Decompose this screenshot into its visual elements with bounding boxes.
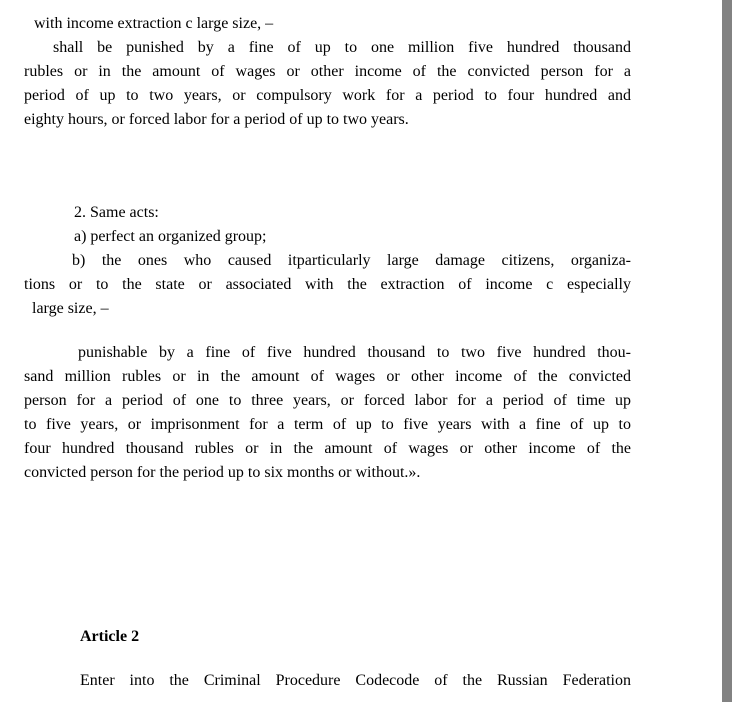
- paragraph-intro: [24, 12, 631, 36]
- paragraph-punishment-part1: [24, 36, 631, 132]
- text-line: shall be punished by a fine of up to one million five hundred thousand: [53, 39, 631, 56]
- heading-text: Article 2: [80, 628, 140, 645]
- text-line: b) the ones who caused itparticularly large damage citizens, organiza-: [72, 252, 631, 269]
- text-line: a) perfect an organized group;: [74, 228, 267, 245]
- window-background-strip: [722, 0, 732, 702]
- text-line: with income extraction c large size, –: [34, 15, 274, 32]
- text-line: convicted person for the period up to six months or without.».: [24, 464, 421, 481]
- text-line: period of up to two years, or compulsory work for a period to four hundred and: [24, 87, 631, 104]
- text-line: four hundred thousand rubles or in the amount of wages or other income of the: [24, 440, 631, 457]
- text-line: large size, –: [32, 300, 109, 317]
- article-2-heading: [24, 625, 631, 649]
- paragraph-punishment-part2: [24, 341, 631, 485]
- text-line: 2. Same acts:: [74, 204, 159, 221]
- paragraph-same-acts: [24, 201, 631, 225]
- paragraph-article-2-body: [24, 669, 631, 693]
- text-line: sand million rubles or in the amount of wages or other income of the convicted: [24, 368, 631, 385]
- text-line: Enter into the Criminal Procedure Codecode of the Russian Federation: [80, 672, 631, 689]
- text-line: tions or to the state or associated with the extraction of income c especially: [24, 276, 631, 293]
- paragraph-item-a: [24, 225, 631, 249]
- text-line: to five years, or imprisonment for a term of up to five years with a fine of up to: [24, 416, 631, 433]
- text-line: person for a period of one to three years, or forced labor for a period of time up: [24, 392, 631, 409]
- text-line: eighty hours, or forced labor for a period of up to two years.: [24, 111, 409, 128]
- text-line: rubles or in the amount of wages or other income of the convicted person for a: [24, 63, 631, 80]
- text-line: punishable by a fine of five hundred thousand to two five hundred thou-: [78, 344, 631, 361]
- paragraph-item-b: [24, 249, 631, 321]
